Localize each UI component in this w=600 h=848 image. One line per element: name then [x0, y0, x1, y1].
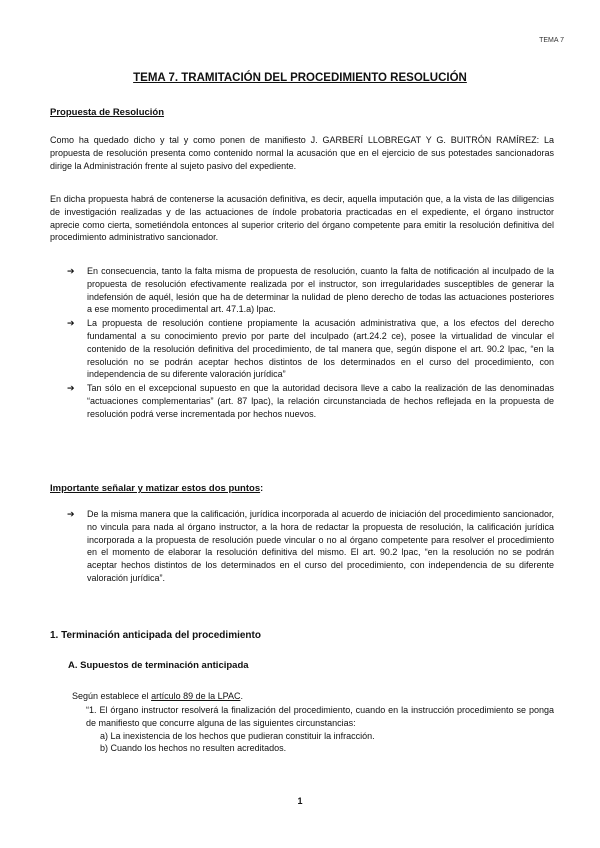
quote-item: a) La inexistencia de los hechos que pudieran constituir la infracción. — [100, 730, 375, 741]
list-item — [50, 508, 554, 585]
list-item — [50, 265, 554, 316]
paragraph: En dicha propuesta habrá de contenerse la acusación definitiva, es decir, aquella imputación que, a la vista de las diligencias de investigación realizadas y de las actuaciones de índole probatoria practicadas en el expediente, el órgano instructor aprecie como cierta, sometiéndola entonces al superior criterio del órgano competente para emitir la resolución definitiva del procedimiento administrativo sancionador. — [50, 194, 554, 243]
subsection-supuestos — [68, 660, 554, 673]
quote-item: b) Cuando los hechos no resulten acreditados. — [100, 743, 287, 754]
bullet-list-2 — [50, 508, 554, 586]
list-item-text: De la misma manera que la calificación, jurídica incorporada al acuerdo de iniciación del procedimiento sancionador, no vincula para nada al órgano instructor, a la hora de redactar la propuesta de resolución, la calificación jurídica incorporada a la propuesta de resolución puede vincular o no al órgano competente para resolver el procedimiento en el momento de elaborar la resolución definitiva del mismo. El art. 90.2 lpac, “en la resolución no se podrán aceptar hechos distintos de los determinados en el curso del procedimiento, con independencia de su diferente valoración jurídica”. — [87, 509, 554, 583]
quote-block — [86, 704, 554, 755]
list-item-text: La propuesta de resolución contiene propiamente la acusación administrativa que, a los efectos del derecho fundamental a su conocimiento previo por parte del inculpado (art.24.2 ce), posee la virtualidad de vincular el contenido de la resolución definitiva del procedimiento, de tal manera que, según dispone el art. 90.2 lpac, “en la resolución no se podrán aceptar hechos distintos de los determinados en el curso del procedimiento, con independencia de su diferente valoración jurídica” — [87, 318, 554, 380]
quote-text: “1. El órgano instructor resolverá la finalización del procedimiento, cuando en la instrucción procedimiento se ponga de manifiesto que concurre alguna de las siguientes circunstancias: — [86, 705, 554, 728]
intro-text: Según establece el — [72, 691, 152, 701]
section-heading: Importante señalar y matizar estos dos puntos — [50, 483, 261, 494]
arrow-icon: ➔ — [67, 509, 75, 519]
arrow-icon: ➔ — [67, 318, 75, 329]
section-heading: 1. Terminación anticipada del procedimiento — [50, 630, 261, 641]
list-item-text: En consecuencia, tanto la falta misma de propuesta de resolución, cuanto la falta de notificación al inculpado de la propuesta de resolución efectivamente realizada por el instructor, son irregularidades susceptibles de generar la indefensión de aquél, lesión que ha de determinar la nulidad de pleno derecho de todas las actuaciones posteriores a ese momento procedimental art. 47.1.a) lpac. — [87, 266, 554, 315]
section-propuesta-body — [50, 134, 554, 172]
section-heading: Propuesta de Resolución — [50, 107, 165, 118]
section-propuesta — [50, 107, 554, 120]
intro-suffix: . — [240, 691, 243, 701]
section-terminacion — [50, 630, 554, 643]
law-article-link[interactable]: artículo 89 de la LPAC — [151, 691, 241, 701]
subsection-heading: A. Supuestos de terminación anticipada — [68, 660, 249, 671]
intro-line — [72, 690, 554, 703]
bullet-list-1 — [50, 265, 554, 422]
section-heading-suffix: : — [260, 483, 264, 493]
page-number: 1 — [297, 796, 303, 806]
list-item — [50, 317, 554, 381]
section-importante — [50, 482, 554, 496]
list-item — [50, 382, 554, 420]
section-propuesta-body-2 — [50, 193, 554, 244]
list-item-text: Tan sólo en el excepcional supuesto en que la autoridad decisora lleve a cabo la realización de las denominadas “actuaciones complementarias” (art. 87 lpac), la relación circunstanciada de hechos reflejada en la propuesta de resolución podrá verse incrementada por hechos nuevos. — [87, 383, 554, 419]
header-tag: TEMA 7 — [539, 37, 564, 44]
arrow-icon: ➔ — [67, 266, 75, 276]
section-heading-wrapper — [50, 482, 554, 496]
arrow-icon: ➔ — [67, 383, 75, 394]
page-title: TEMA 7. TRAMITACIÓN DEL PROCEDIMIENTO RESOLUCIÓN — [133, 72, 467, 84]
paragraph: Como ha quedado dicho y tal y como ponen de manifiesto J. GARBERÍ LLOBREGAT Y G. BUITRÓN RAMÍREZ: La propuesta de resolución presenta como contenido normal la acusación que en el ejercicio de sus potestades sancionadoras dirige la Administración frente al sujeto pasivo del expediente. — [50, 135, 554, 171]
